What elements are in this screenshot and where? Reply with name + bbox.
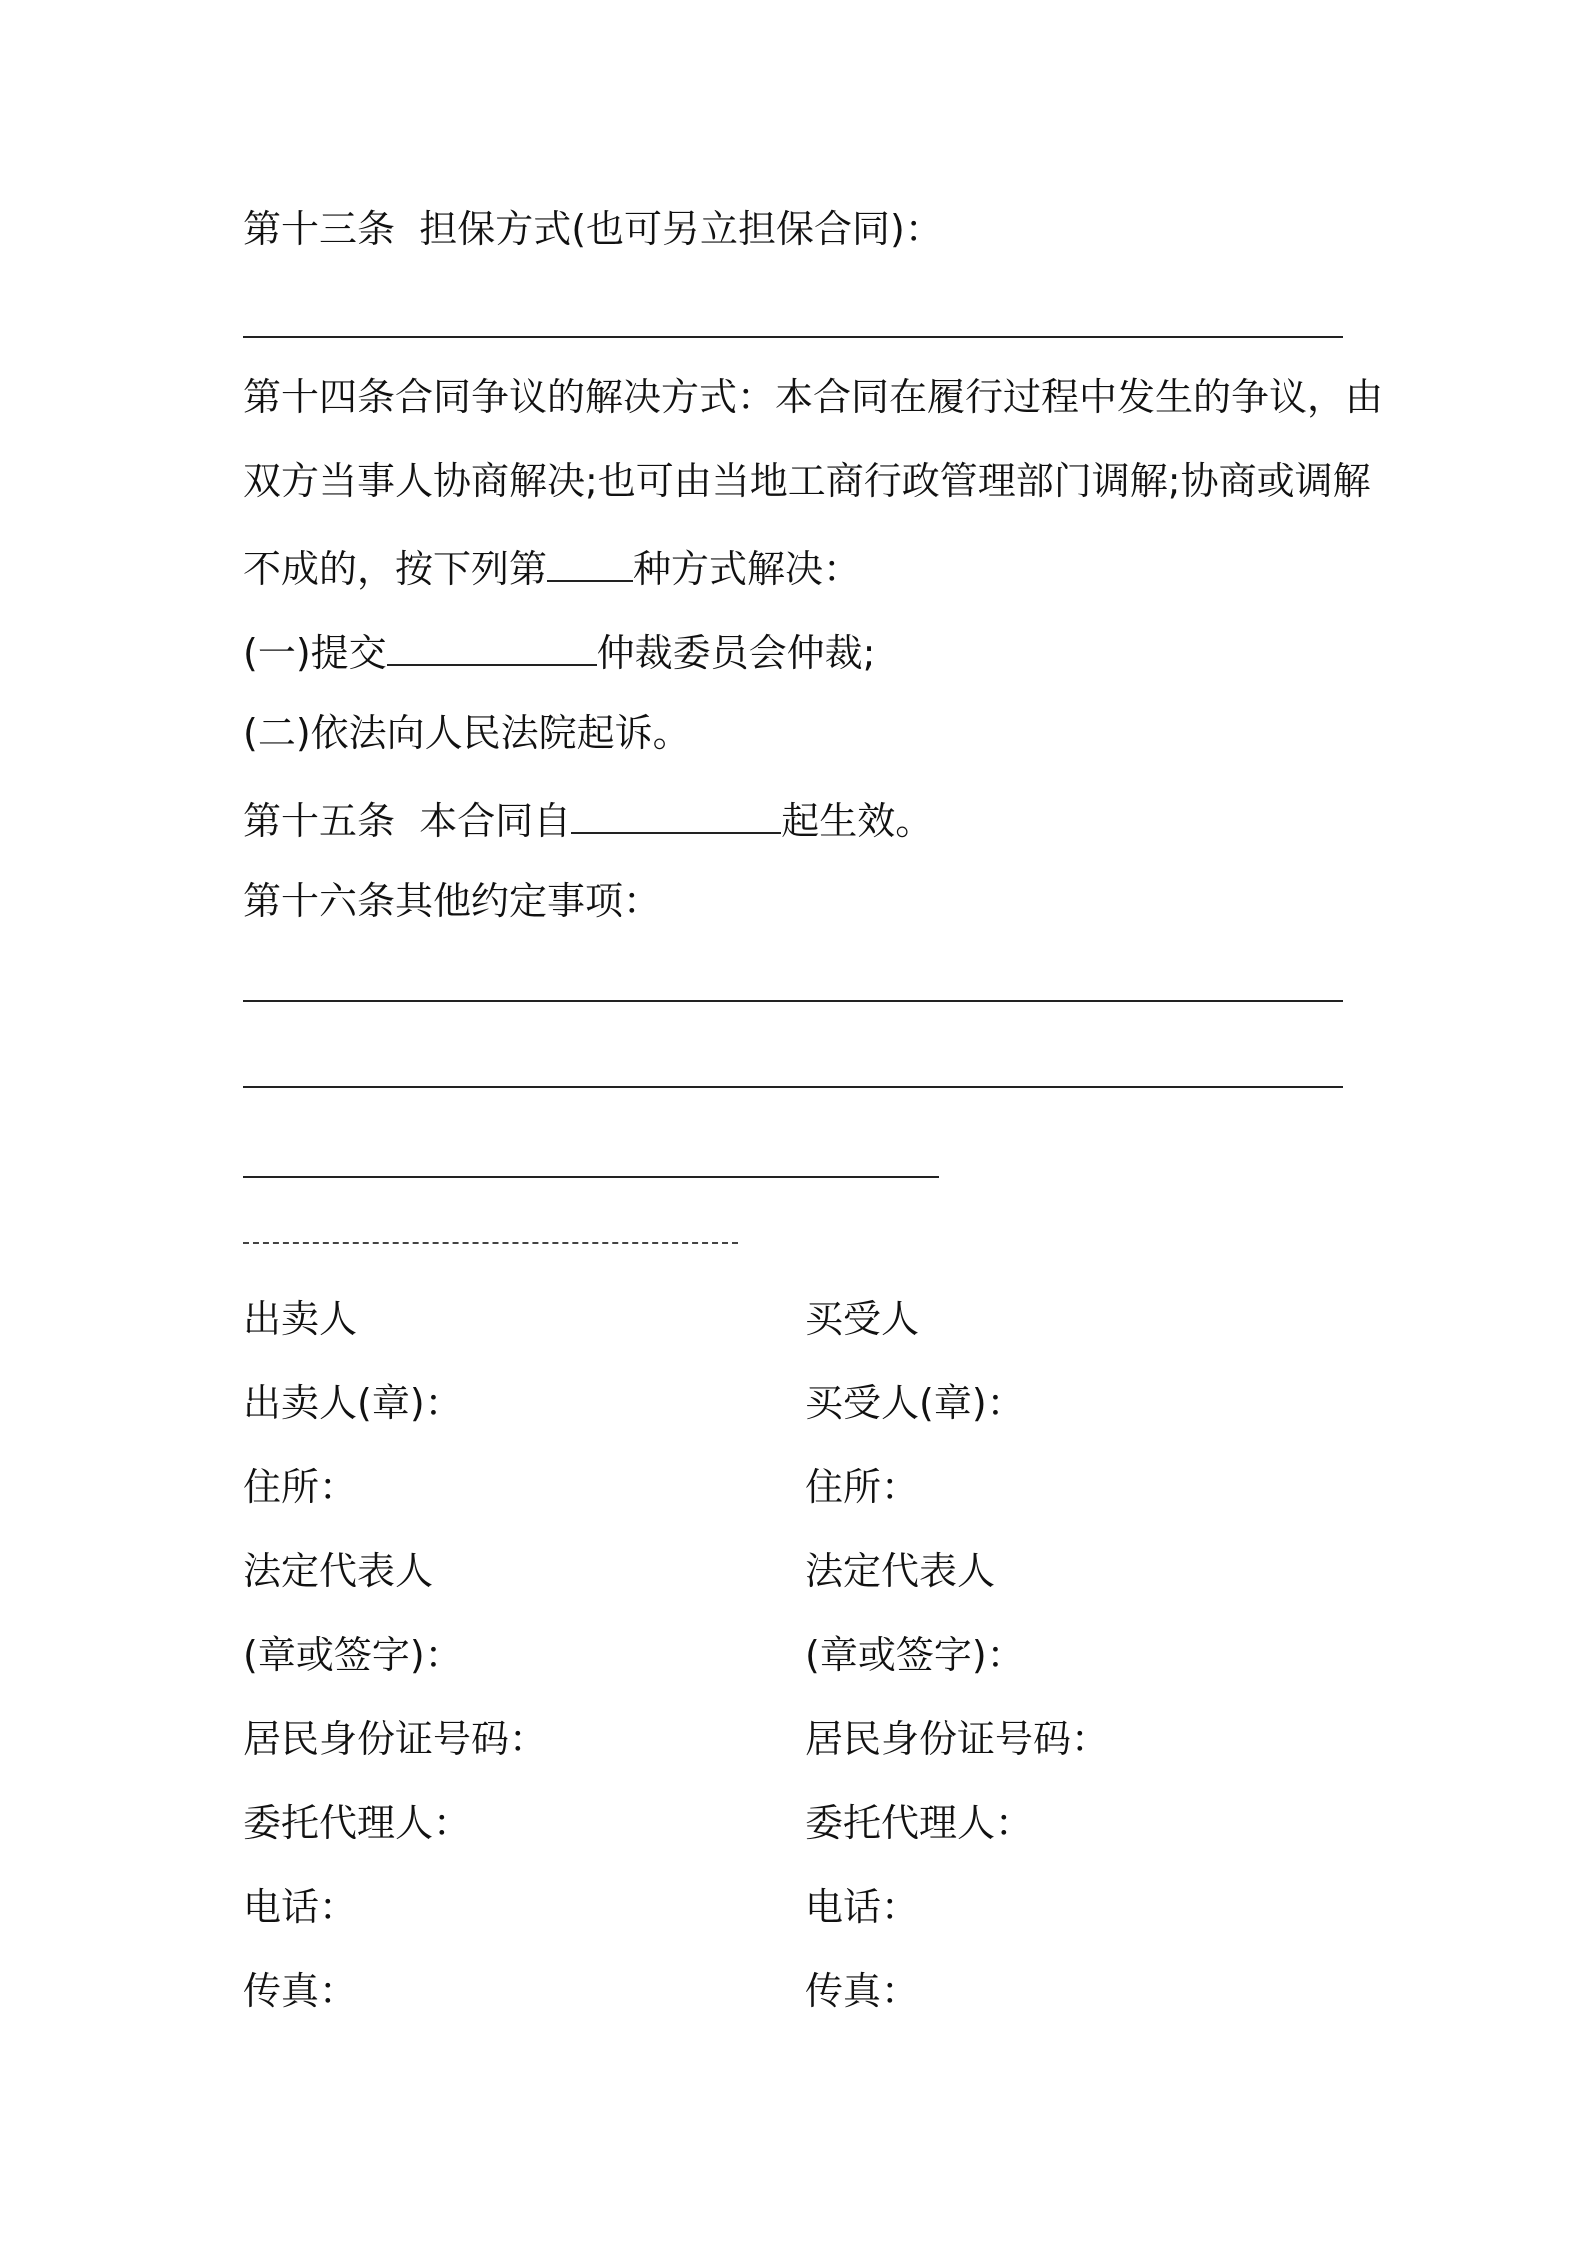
option-1-pre: (一)提交 bbox=[243, 631, 387, 676]
article-16-fill-line-1[interactable] bbox=[243, 1000, 1343, 1002]
article-14-line-3-post: 种方式解决： bbox=[633, 547, 862, 592]
buyer-sign: (章或签字)： bbox=[805, 1633, 1025, 1677]
article-14-line-2: 双方当事人协商解决;也可由当地工商行政管理部门调解;协商或调解 bbox=[243, 459, 1371, 503]
seller-fax: 传真： bbox=[243, 1969, 358, 2013]
buyer-address: 住所： bbox=[805, 1465, 920, 1509]
seller-phone: 电话： bbox=[243, 1885, 358, 1929]
article-14-option-1 bbox=[243, 630, 876, 676]
buyer-seal: 买受人(章)： bbox=[805, 1381, 1025, 1425]
article-13-heading: 第十三条 bbox=[243, 207, 396, 251]
article-15-post: 起生效。 bbox=[781, 799, 934, 844]
seller-title: 出卖人 bbox=[243, 1297, 358, 1341]
buyer-title: 买受人 bbox=[805, 1297, 920, 1341]
article-15-heading: 第十五条 bbox=[243, 799, 396, 844]
seller-id-number: 居民身份证号码： bbox=[243, 1717, 548, 1761]
article-13 bbox=[243, 207, 943, 251]
article-15-pre: 本合同自 bbox=[419, 799, 572, 844]
seller-agent: 委托代理人： bbox=[243, 1801, 472, 1845]
option-number-blank[interactable] bbox=[547, 546, 633, 582]
seller-address: 住所： bbox=[243, 1465, 358, 1509]
article-14-line-1: 第十四条合同争议的解决方式：本合同在履行过程中发生的争议，由 bbox=[243, 375, 1384, 419]
buyer-phone: 电话： bbox=[805, 1885, 920, 1929]
article-16: 第十六条其他约定事项： bbox=[243, 879, 662, 923]
article-13-text: 担保方式(也可另立担保合同)： bbox=[419, 207, 943, 251]
article-14-option-2: (二)依法向人民法院起诉。 bbox=[243, 711, 691, 755]
seller-seal: 出卖人(章)： bbox=[243, 1381, 463, 1425]
article-13-fill-line[interactable] bbox=[243, 336, 1343, 338]
buyer-id-number: 居民身份证号码： bbox=[805, 1717, 1110, 1761]
article-15 bbox=[243, 798, 934, 844]
arbitration-committee-blank[interactable] bbox=[387, 630, 597, 666]
article-16-fill-line-2[interactable] bbox=[243, 1086, 1343, 1088]
buyer-agent: 委托代理人： bbox=[805, 1801, 1034, 1845]
article-16-fill-line-3[interactable] bbox=[243, 1176, 939, 1178]
option-1-post: 仲裁委员会仲裁; bbox=[596, 631, 876, 676]
article-14-line-3-pre: 不成的，按下列第 bbox=[243, 547, 548, 592]
buyer-legal-rep: 法定代表人 bbox=[805, 1549, 996, 1593]
section-divider bbox=[243, 1242, 738, 1244]
buyer-fax: 传真： bbox=[805, 1969, 920, 2013]
effective-date-blank[interactable] bbox=[571, 798, 781, 834]
article-14-line-3 bbox=[243, 546, 862, 592]
seller-legal-rep: 法定代表人 bbox=[243, 1549, 434, 1593]
seller-sign: (章或签字)： bbox=[243, 1633, 463, 1677]
